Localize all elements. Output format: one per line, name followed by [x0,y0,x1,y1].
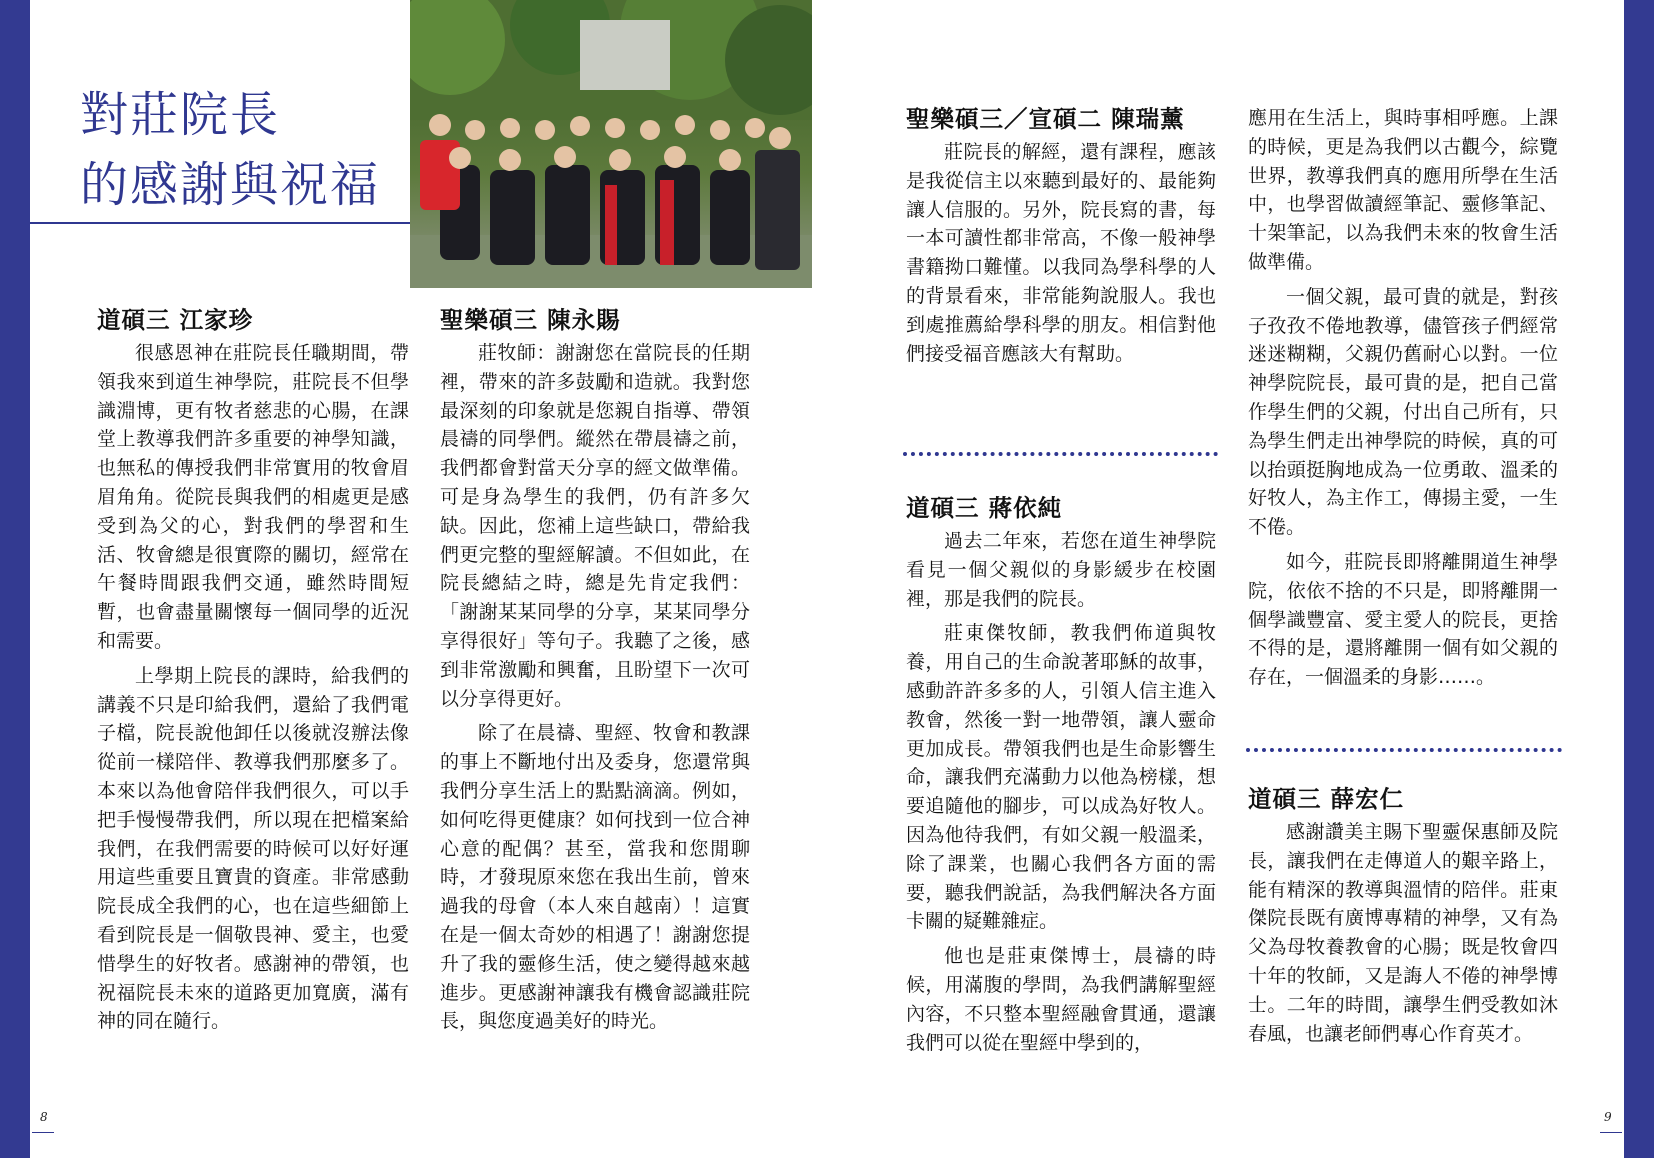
article-paragraph: 過去二年來，若您在道生神學院看見一個父親似的身影緩步在校園裡，那是我們的院長。 [906,530,1216,610]
right-margin-bar [1624,0,1654,1158]
page-number-right: 9 [1604,1110,1612,1124]
group-photo [410,0,812,288]
article-heading: 道碩三 江家珍 [97,306,254,334]
article-paragraph: 除了在晨禱、聖經、牧會和教課的事上不斷地付出及委身，您還常與我們分享生活上的點點滴滴。例如，如何吃得更健康？如何找到一位合神心意的配偶？甚至，當我和您閒聊時，才發現原來您在我出生前，曾來過我的母會（本人來自越南）！這實在是一個太奇妙的相遇了！謝謝您提升了我的靈修生活，使之變得越來越進步。更感謝神讓我有機會認識莊院長，與您度過美好的時光。 [440,722,750,1033]
left-margin-bar [0,0,30,1158]
article-paragraph: 應用在生活上，與時事相呼應。上課的時候，更是為我們以古觀今，綜覽世界，教導我們真的應用所學在生活中，也學習做讀經筆記、靈修筆記、十架筆記，以為我們未來的牧會生活做準備。 [1248,107,1558,273]
article-jiang-yichun-continued [1248,104,1558,698]
article-jiang-jiazhen [97,305,409,1042]
article-xue-hongren [1248,784,1558,1054]
article-heading: 道碩三 蔣依純 [906,494,1063,522]
article-paragraph: 他也是莊東傑博士，晨禱的時候，用滿腹的學問，為我們講解聖經內容，不只整本聖經融會貫通，還讓我們可以從在聖經中學到的， [906,945,1216,1054]
article-paragraph: 一個父親，最可貴的就是，對孩子孜孜不倦地教導，儘管孩子們經常迷迷糊糊，父親仍舊耐心以對。一位神學院院長，最可貴的是，把自己當作學生們的父親，付出自己所有，只為學生們走出神學院的時候，真的可以抬頭挺胸地成為一位勇敢、溫柔的好牧人，為主作工，傳揚主愛，一生不倦。 [1248,285,1558,539]
article-heading: 道碩三 薛宏仁 [1248,785,1405,813]
article-paragraph: 上學期上院長的課時，給我們的講義不只是印給我們，還給了我們電子檔，院長說他卸任以後就沒辦法像從前一樣陪伴、教導我們那麼多了。本來以為他會陪伴我們很久，可以手把手慢慢帶我們，所以現在把檔案給我們，在我們需要的時候可以好好運用這些重要且寶貴的資產。非常感動院長成全我們的心，也在這些細節上看到院長是一個敬畏神、愛主，也愛惜學生的好牧者。感謝神的帶領，也祝福院長未來的道路更加寬廣，滿有神的同在隨行。 [97,664,409,1033]
corner-rule-left [32,1132,54,1133]
section-divider [903,452,1218,456]
article-paragraph: 莊院長的解經，還有課程，應該是我從信主以來聽到最好的、最能夠讓人信服的。另外，院長寫的書，每一本可讀性都非常高，不像一般神學書籍拗口難懂。以我同為學科學的人的背景看來，非常能夠說服人。我也到處推薦給學科學的朋友。相信對他們接受福音應該大有幫助。 [906,141,1216,365]
article-jiang-yichun [906,493,1216,1063]
article-chen-ruixun [906,104,1216,374]
page-title [80,80,400,220]
article-heading: 聖樂碩三／宣碩二 陳瑞薰 [906,105,1185,133]
article-heading: 聖樂碩三 陳永賜 [440,306,621,334]
title-underline [30,222,410,224]
article-chen-yongci [440,305,750,1042]
article-paragraph: 莊東傑牧師，教我們佈道與牧養，用自己的生命說著耶穌的故事，感動許許多多的人，引領人信主進入教會，然後一對一地帶領，讓人靈命更加成長。帶領我們也是生命影響生命，讓我們充滿動力以他為榜樣，想要追隨他的腳步，可以成為好牧人。因為他待我們，有如父親一般溫柔，除了課業，也關心我們各方面的需要，聽我們說話，為我們解決各方面卡關的疑難雜症。 [906,622,1216,933]
article-paragraph: 很感恩神在莊院長任職期間，帶領我來到道生神學院，莊院長不但學識淵博，更有牧者慈悲的心腸，在課堂上教導我們許多重要的神學知識，也無私的傳授我們非常實用的牧會眉眉角角。從院長與我們的相處更是感受到為父的心，對我們的學習和生活、牧會總是很實際的關切，經常在午餐時間跟我們交通，雖然時間短暫，也會盡量關懷每一個同學的近況和需要。 [97,342,409,652]
article-paragraph: 莊牧師：謝謝您在當院長的任期裡，帶來的許多鼓勵和造就。我對您最深刻的印象就是您親自指導、帶領晨禱的同學們。縱然在帶晨禱之前，我們都會對當天分享的經文做準備。可是身為學生的我們，仍有許多欠缺。因此，您補上這些缺口，帶給我們更完整的聖經解讀。不但如此，在院長總結之時，總是先肯定我們：「謝謝某某同學的分享，某某同學分享得很好」等句子。我聽了之後，感到非常激勵和興奮，且盼望下一次可以分享得更好。 [440,342,750,710]
section-divider [1246,748,1562,752]
title-line-2: 的感謝與祝福 [80,157,381,213]
article-paragraph: 如今，莊院長即將離開道生神學院，依依不捨的不只是，即將離開一個學識豐富、愛主愛人的院長，更捨不得的是，還將離開一個有如父親的存在，一個溫柔的身影……。 [1248,550,1558,689]
title-line-1: 對莊院長 [80,87,281,143]
page-number-left: 8 [40,1110,48,1124]
corner-rule-right [1600,1132,1622,1133]
article-paragraph: 感謝讚美主賜下聖靈保惠師及院長，讓我們在走傳道人的艱辛路上，能有精深的教導與溫情的陪伴。莊東傑院長既有廣博專精的神學，又有為父為母牧養教會的心腸；既是牧會四十年的牧師，又是誨人不倦的神學博士。二年的時間，讓學生們受教如沐春風，也讓老師們專心作育英才。 [1248,821,1558,1045]
